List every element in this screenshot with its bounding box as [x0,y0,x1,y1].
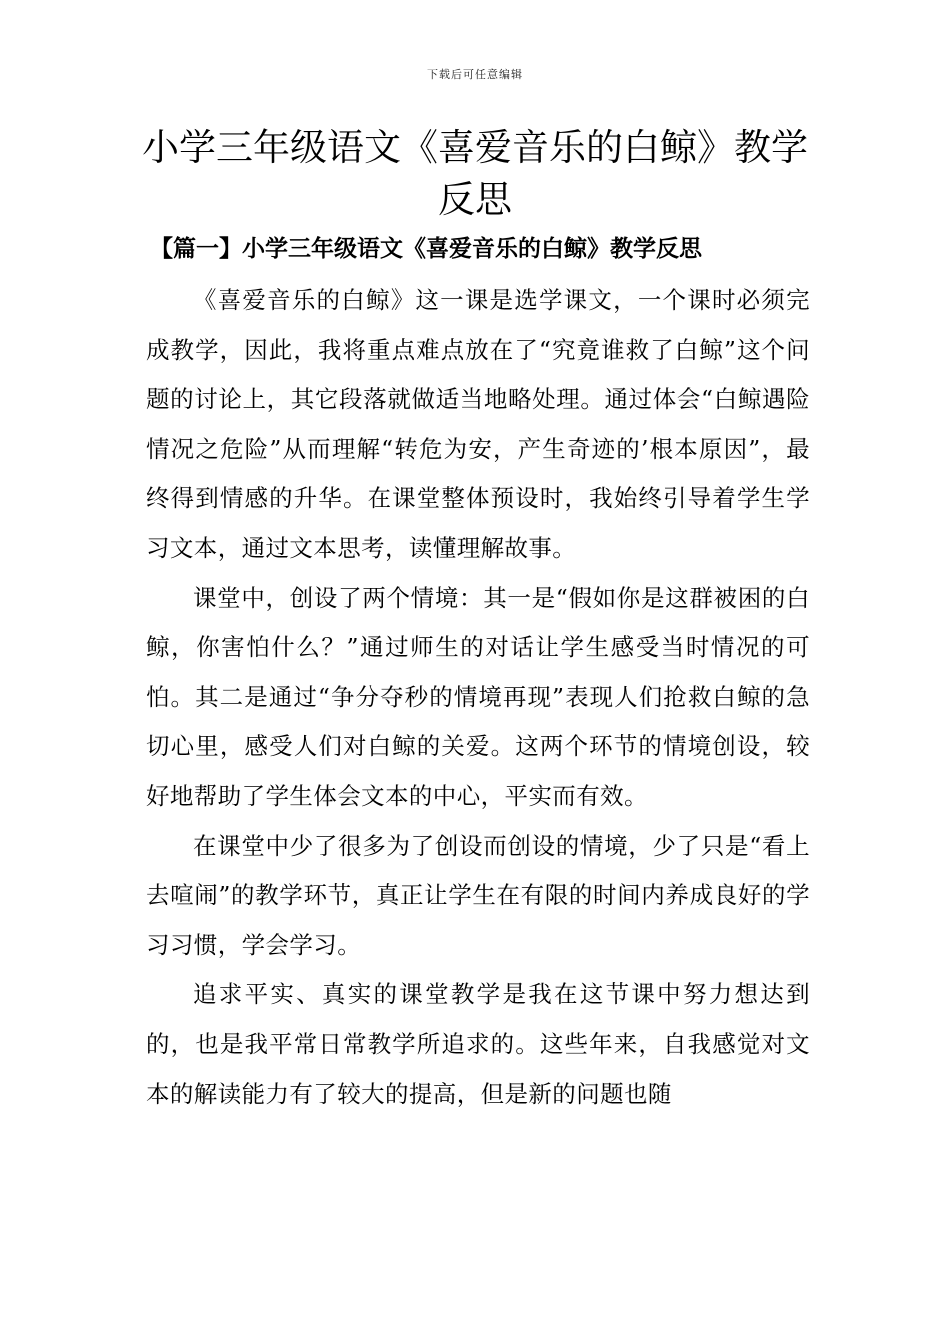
paragraph: 课堂中，创设了两个情境：其一是“假如你是这群被困的白鲸，你害怕什么？”通过师生的对话让学生感受当时情况的可怕。其二是通过“争分夺秒的情境再现”表现人们抢救白鲸的急切心里，感受人们对白鲸的关爱。这两个环节的情境创设，较好地帮助了学生体会文本的中心，平实而有效。 [146,583,810,810]
paragraph: 追求平实、真实的课堂教学是我在这节课中努力想达到的，也是我平常日常教学所追求的。这些年来，自我感觉对文本的解读能力有了较大的提高，但是新的问题也随 [146,980,810,1108]
paragraph: 《喜爱音乐的白鲸》这一课是选学课文，一个课时必须完成教学，因此，我将重点难点放在了“究竟谁救了白鲸”这个问题的讨论上，其它段落就做适当地略处理。通过体会“白鲸遇险情况之危险”从而理解“转危为安，产生奇迹的’根本原因”，最终得到情感的升华。在课堂整体预设时，我始终引导着学生学习文本，通过文本思考，读懂理解故事。 [146,286,810,562]
section-heading: 【篇一】小学三年级语文《喜爱音乐的白鲸》教学反思 [150,235,702,262]
document-body [146,276,810,1119]
paragraph: 在课堂中少了很多为了创设而创设的情境，少了只是“看上去喧闹”的教学环节，真正让学生在有限的时间内养成良好的学习习惯，学会学习。 [146,831,810,959]
download-note: 下载后可任意编辑 [427,68,523,81]
document-title: 小学三年级语文《喜爱音乐的白鲸》教学反思 [142,126,808,221]
